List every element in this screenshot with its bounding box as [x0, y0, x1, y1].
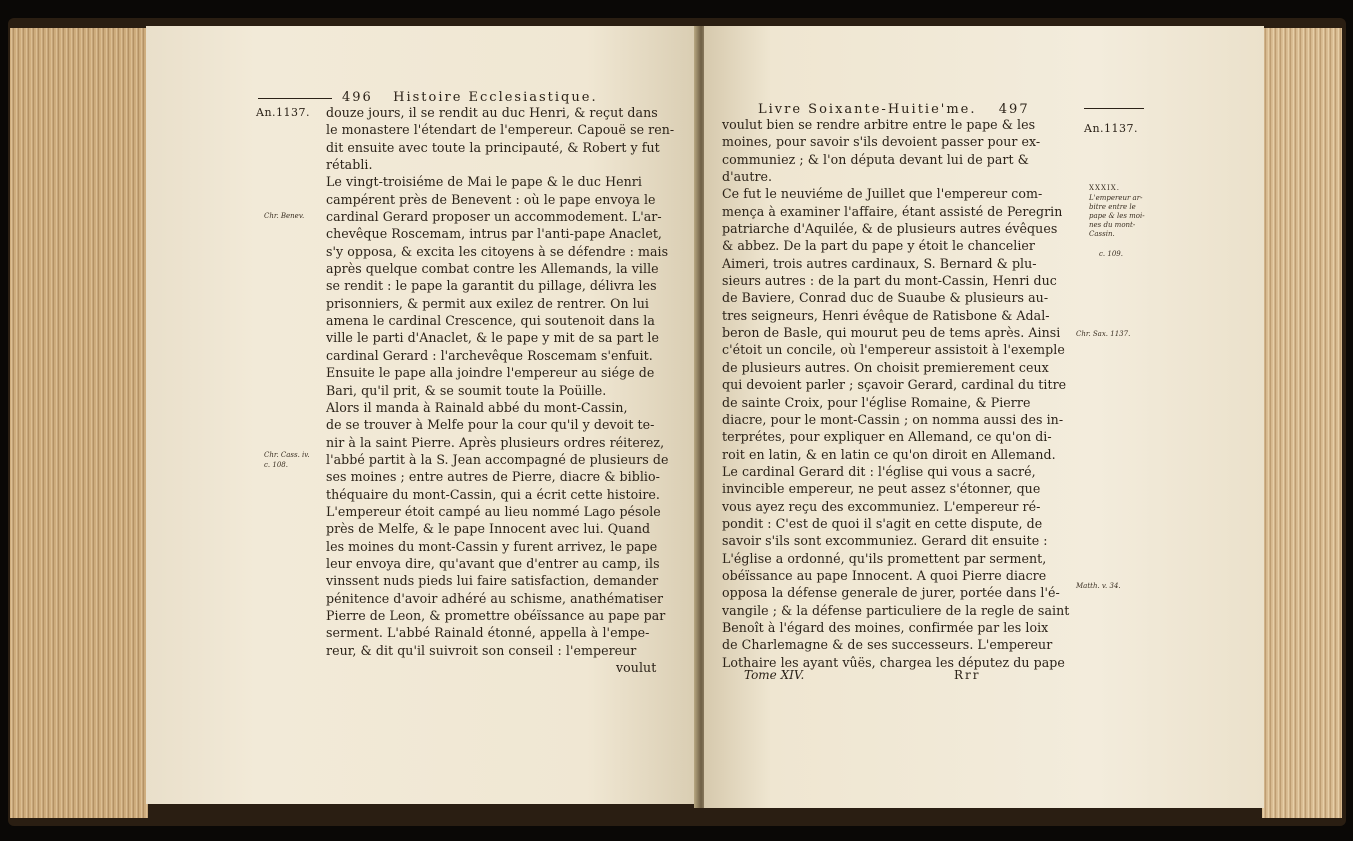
right-body-text: [722, 116, 1069, 671]
text-line: douze jours, il se rendit au duc Henri, & reçut dans: [326, 105, 658, 120]
text-line: invincible empereur, ne peut assez s'étonner, que: [722, 481, 1041, 497]
text-line: patriarche d'Aquilée, & de plusieurs autres évêques: [722, 221, 1058, 237]
margin-note: Cassin.: [1089, 230, 1115, 238]
text-line: rétabli.: [326, 157, 373, 173]
right-page-edges: [1262, 28, 1342, 818]
text-line: Benoît à l'égard des moines, confirmée par les loix: [722, 619, 1049, 635]
text-line: vous ayez reçu des excommuniez. L'empereur ré-: [722, 498, 1041, 514]
text-line: L'église a ordonné, qu'ils promettent par serment,: [722, 550, 1047, 566]
right-running-head: Livre Soixante-Huitie'me.: [758, 102, 977, 117]
text-line: Le cardinal Gerard dit : l'église qui vous a sacré,: [722, 463, 1036, 479]
text-line: vinssent nuds pieds lui faire satisfaction, demander: [326, 573, 659, 589]
text-line: voulut bien se rendre arbitre entre le pape & les: [722, 117, 1036, 132]
text-line: diacre, pour le mont-Cassin ; on nomma aussi des in-: [722, 411, 1064, 427]
right-year: An.1137.: [1084, 122, 1139, 135]
footer-volume: Tome XIV.: [744, 668, 805, 682]
text-line: Alors il manda à Rainald abbé du mont-Cassin,: [326, 399, 628, 415]
text-line: amena le cardinal Crescence, qui soutenoit dans la: [326, 313, 655, 329]
text-line: qui devoient parler ; sçavoir Gerard, cardinal du titre: [722, 377, 1067, 393]
text-line: le monastere l'étendart de l'empereur. Capouë se ren-: [326, 122, 675, 138]
text-line: communiez ; & l'on députa devant lui de part &: [722, 151, 1029, 167]
left-page-edges: [10, 28, 148, 818]
text-line: de sainte Croix, pour l'église Romaine, & Pierre: [722, 394, 1031, 410]
text-line: Ensuite le pape alla joindre l'empereur au siége de: [326, 365, 655, 381]
text-line: obéïssance au pape Innocent. A quoi Pierre diacre: [722, 567, 1047, 583]
text-line: sieurs autres : de la part du mont-Cassin, Henri duc: [722, 273, 1057, 289]
text-line: savoir s'ils sont excommuniez. Gerard dit ensuite :: [722, 533, 1048, 549]
right-page-number: 497: [998, 102, 1030, 117]
text-line: c'étoit un concile, où l'empereur assistoit à l'exemple: [722, 342, 1065, 358]
text-line: leur envoya dire, qu'avant que d'entrer au camp, ils: [326, 555, 660, 571]
margin-note: L'empereur ar-: [1089, 194, 1143, 202]
margin-note: Chr. Sax. 1137.: [1076, 330, 1131, 338]
text-line: ville le parti d'Anaclet, & le pape y mit de sa part le: [326, 330, 659, 346]
margin-note: Chr. Benev.: [264, 212, 305, 220]
text-line: près de Melfe, & le pape Innocent avec lui. Quand: [326, 521, 651, 537]
right-header: [758, 102, 1030, 117]
margin-note: nes du mont-: [1089, 221, 1136, 229]
text-line: beron de Basle, qui mourut peu de tems après. Ainsi: [722, 325, 1061, 341]
margin-note: c. 109.: [1099, 250, 1123, 258]
text-line: de plusieurs autres. On choisit premierement ceux: [722, 359, 1049, 375]
text-line: campérent près de Benevent : où le pape envoya le: [326, 191, 656, 207]
text-line: vangile ; & la défense particuliere de la regle de saint: [722, 602, 1070, 618]
text-line: les moines du mont-Cassin y furent arrivez, le pape: [326, 538, 658, 554]
text-line: s'y opposa, & excita les citoyens à se défendre : mais: [326, 243, 669, 259]
text-line: d'autre.: [722, 169, 773, 185]
text-line: pénitence d'avoir adhéré au schisme, anathématiser: [326, 590, 664, 606]
text-line: nir à la saint Pierre. Après plusieurs ordres réiterez,: [326, 434, 665, 450]
text-line: serment. L'abbé Rainald étonné, appella à l'empe-: [326, 625, 650, 641]
left-year: An.1137.: [256, 106, 311, 119]
text-line: Bari, qu'il prit, & se soumit toute la Poüille.: [326, 382, 607, 398]
text-line: tres seigneurs, Henri évêque de Ratisbone & Adal-: [722, 307, 1050, 323]
text-line: l'abbé partit à la S. Jean accompagné de plusieurs de: [326, 451, 669, 467]
text-line: voulut: [616, 660, 657, 675]
text-line: Pierre de Leon, & promettre obéïssance au pape par: [326, 607, 666, 623]
text-line: dit ensuite avec toute la principauté, & Robert y fut: [326, 139, 660, 155]
margin-note: Matth. v. 34.: [1076, 582, 1121, 590]
left-body-text: [326, 104, 674, 676]
text-line: après quelque combat contre les Allemands, la ville: [326, 261, 659, 277]
margin-note: c. 108.: [264, 461, 288, 469]
text-line: prisonniers, & permit aux exilez de rentrer. On lui: [326, 295, 649, 311]
margin-note: bitre entre le: [1089, 203, 1136, 211]
text-line: opposa la défense generale de jurer, portée dans l'é-: [722, 585, 1060, 601]
text-line: ses moines ; entre autres de Pierre, diacre & biblio-: [326, 469, 660, 485]
text-line: Le vingt-troisiéme de Mai le pape & le duc Henri: [326, 174, 642, 190]
margin-note: pape & les moi-: [1089, 212, 1145, 220]
left-year-rule: [258, 98, 332, 99]
text-line: terprétes, pour expliquer en Allemand, ce qu'on di-: [722, 429, 1052, 445]
left-running-head: Histoire Ecclesiastique.: [393, 90, 598, 105]
text-line: mença à examiner l'affaire, étant assisté de Peregrin: [722, 203, 1063, 219]
text-line: de Baviere, Conrad duc de Suaube & plusieurs au-: [722, 290, 1049, 306]
text-line: & abbez. De la part du pape y étoit le chancelier: [722, 238, 1036, 254]
text-line: de se trouver à Melfe pour la cour qu'il y devoit te-: [326, 417, 655, 433]
footer-signature: Rrr: [954, 668, 981, 682]
text-line: Lothaire les ayant vûës, chargea les députez du pape: [722, 654, 1065, 670]
text-line: cardinal Gerard proposer un accommodement. L'ar-: [326, 209, 662, 225]
text-line: pondit : C'est de quoi il s'agit en cette dispute, de: [722, 515, 1043, 531]
left-page-number: 496: [342, 90, 373, 105]
text-line: théquaire du mont-Cassin, qui a écrit cette histoire.: [326, 486, 660, 502]
text-line: reur, & dit qu'il suivroit son conseil : l'empereur: [326, 642, 637, 658]
right-year-rule: [1084, 108, 1144, 109]
text-line: Aimeri, trois autres cardinaux, S. Bernard & plu-: [722, 255, 1037, 271]
text-line: roit en latin, & en latin ce qu'on diroit en Allemand.: [722, 446, 1056, 462]
margin-note: Chr. Cass. iv.: [264, 451, 310, 459]
text-line: cardinal Gerard : l'archevêque Roscemam s'enfuit.: [326, 347, 653, 363]
text-line: Ce fut le neuviéme de Juillet que l'empereur com-: [722, 186, 1043, 202]
text-line: moines, pour savoir s'ils devoient passer pour ex-: [722, 134, 1041, 150]
left-header: [342, 90, 598, 105]
right-page: [704, 26, 1264, 808]
left-page: [146, 26, 698, 804]
text-line: L'empereur étoit campé au lieu nommé Lago pésole: [326, 503, 661, 519]
margin-note: XXXIX.: [1089, 184, 1120, 192]
text-line: se rendit : le pape la garantit du pillage, délivra les: [326, 278, 657, 294]
text-line: de Charlemagne & de ses successeurs. L'empereur: [722, 637, 1053, 653]
text-line: chevêque Roscemam, intrus par l'anti-pape Anaclet,: [326, 226, 662, 242]
